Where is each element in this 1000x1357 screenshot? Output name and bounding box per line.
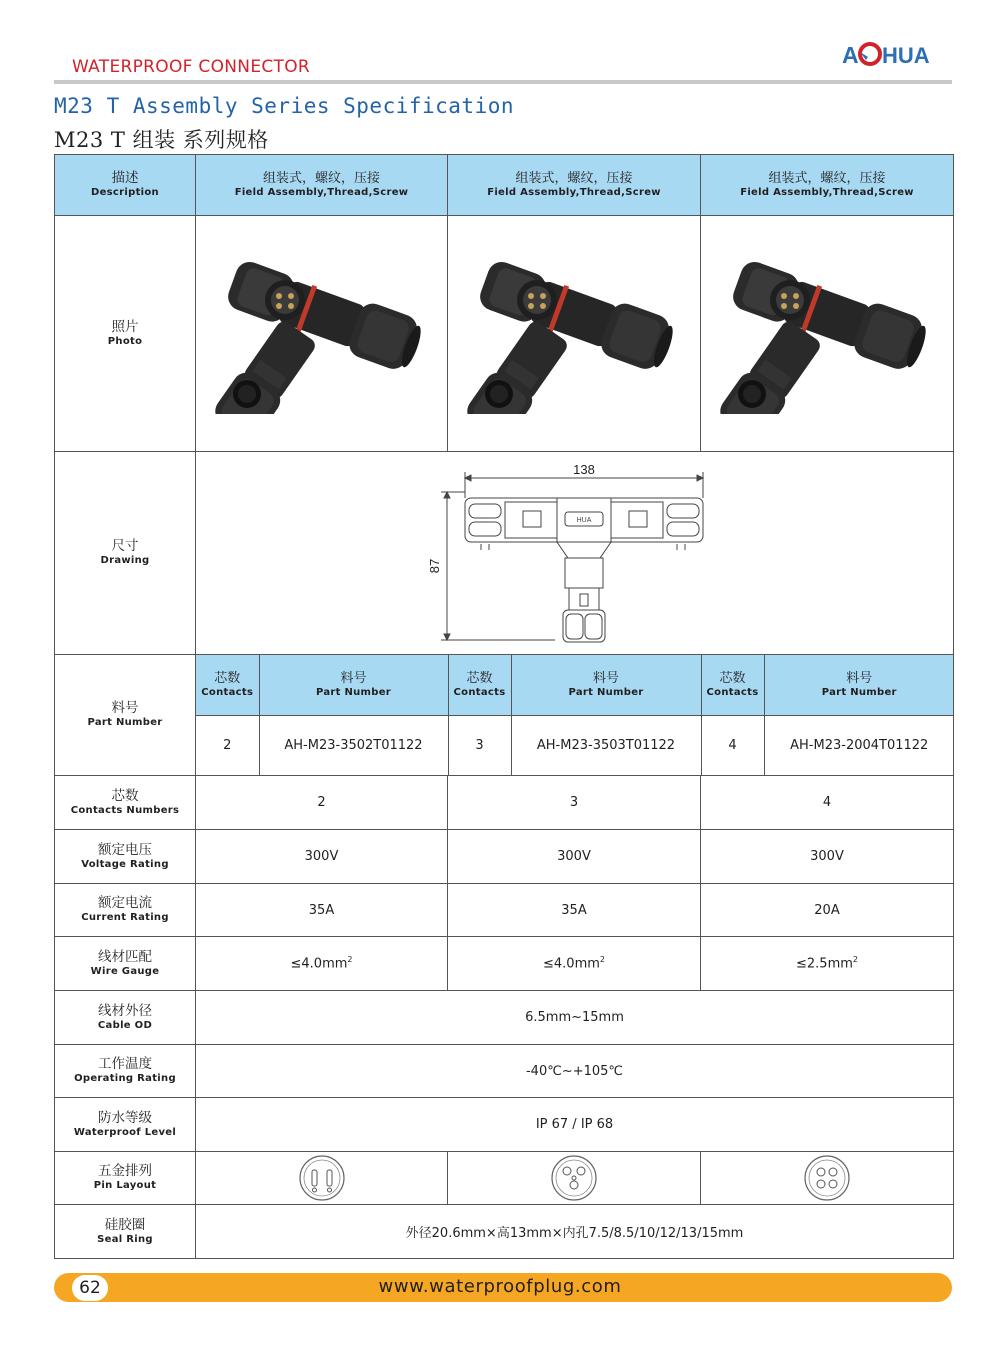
voltage-value: 300V <box>448 830 701 884</box>
connector-photo-2pin <box>207 254 437 414</box>
cable-od-value: 6.5mm~15mm <box>196 991 954 1045</box>
pn-header: 料号 Part Number <box>511 655 701 715</box>
part-number-value: AH-M23-3502T01122 <box>259 715 448 775</box>
svg-text:HUA: HUA <box>576 517 591 524</box>
seal-ring-row <box>55 1205 954 1259</box>
wire-gauge-value: $\le 2.5mm^2$ <box>701 937 954 991</box>
wire-gauge-value: $\le 4.0mm^2$ <box>196 937 448 991</box>
header-rule <box>54 80 952 84</box>
cable-od-label: 线材外径 Cable OD <box>55 991 196 1045</box>
spec-table <box>54 154 954 1259</box>
waterproof-value: IP 67 / IP 68 <box>196 1098 954 1152</box>
seal-ring-value: 外径20.6mm×高13mm×内孔7.5/8.5/10/12/13/15mm <box>196 1205 954 1259</box>
contacts-numbers-value: 4 <box>701 776 954 830</box>
voltage-row <box>55 830 954 884</box>
dimension-drawing <box>425 458 725 648</box>
pin-layout-3-icon <box>550 1154 598 1202</box>
contacts-numbers-value: 2 <box>196 776 448 830</box>
wire-gauge-value: $\le 4.0mm^2$ <box>448 937 701 991</box>
waterproof-row <box>55 1098 954 1152</box>
photo-cell <box>701 216 954 452</box>
page-title-cn: M23 T 组装 系列规格 <box>54 128 269 152</box>
dim-height-label: 87 <box>426 558 442 574</box>
current-label: 额定电流 Current Rating <box>55 884 196 937</box>
contacts-numbers-value: 3 <box>448 776 701 830</box>
operating-label: 工作温度 Operating Rating <box>55 1045 196 1098</box>
current-row <box>55 884 954 937</box>
contacts-header: 芯数 Contacts <box>196 655 259 715</box>
part-number-value: AH-M23-3503T01122 <box>511 715 701 775</box>
photo-cell <box>196 216 448 452</box>
operating-value: -40℃~+105℃ <box>196 1045 954 1098</box>
description-row <box>55 155 954 216</box>
part-number-label: 料号 Part Number <box>55 655 196 776</box>
part-number-value: AH-M23-2004T01122 <box>764 715 954 775</box>
connector-photo-3pin <box>459 254 689 414</box>
description-cell: 组装式，螺纹，压接 Field Assembly,Thread,Screw <box>448 155 701 216</box>
drawing-label: 尺寸 Drawing <box>55 452 196 655</box>
pn-header: 料号 Part Number <box>764 655 954 715</box>
description-cell: 组装式，螺纹，压接 Field Assembly,Thread,Screw <box>196 155 448 216</box>
photo-cell <box>448 216 701 452</box>
contacts-value: 3 <box>448 715 511 775</box>
contacts-value: 4 <box>701 715 764 775</box>
seal-ring-label: 硅胶圈 Seal Ring <box>55 1205 196 1259</box>
svg-text:A: A <box>842 42 859 68</box>
voltage-value: 300V <box>196 830 448 884</box>
current-value: 35A <box>448 884 701 937</box>
cable-od-row <box>55 991 954 1045</box>
contacts-header: 芯数 Contacts <box>448 655 511 715</box>
dim-width-label: 138 <box>572 462 595 477</box>
pin-layout-cell <box>196 1152 448 1205</box>
voltage-value: 300V <box>701 830 954 884</box>
pin-layout-label: 五金排列 Pin Layout <box>55 1152 196 1205</box>
page-number: 62 <box>72 1275 108 1301</box>
voltage-label: 额定电压 Voltage Rating <box>55 830 196 884</box>
operating-row <box>55 1045 954 1098</box>
photo-row <box>55 216 954 452</box>
svg-text:HUA: HUA <box>882 43 930 68</box>
pn-header: 料号 Part Number <box>259 655 448 715</box>
pin-layout-cell <box>701 1152 954 1205</box>
wire-gauge-row <box>55 937 954 991</box>
current-value: 20A <box>701 884 954 937</box>
part-number-row <box>55 655 954 776</box>
description-cell: 组装式，螺纹，压接 Field Assembly,Thread,Screw <box>701 155 954 216</box>
contacts-value: 2 <box>223 737 232 753</box>
website-link[interactable]: www.waterproofplug.com <box>378 1276 622 1297</box>
contacts-header: 芯数 Contacts <box>701 655 764 715</box>
contacts-numbers-row <box>55 776 954 830</box>
pin-layout-row <box>55 1152 954 1205</box>
pin-layout-cell <box>448 1152 701 1205</box>
page-title-en: M23 T Assembly Series Specification <box>54 94 515 118</box>
wire-gauge-label: 线材匹配 Wire Gauge <box>55 937 196 991</box>
description-label: 描述 Description <box>55 155 196 216</box>
pin-layout-2-icon <box>298 1154 346 1202</box>
waterproof-label: 防水等级 Waterproof Level <box>55 1098 196 1152</box>
brand-logo <box>842 38 938 72</box>
current-value: 35A <box>196 884 448 937</box>
part-number-subtable <box>196 655 954 775</box>
category-title: WATERPROOF CONNECTOR <box>72 57 311 77</box>
connector-photo-4pin <box>712 254 942 414</box>
photo-label: 照片 Photo <box>55 216 196 452</box>
contacts-numbers-label: 芯数 Contacts Numbers <box>55 776 196 830</box>
drawing-cell <box>196 452 954 655</box>
drawing-row <box>55 452 954 655</box>
pin-layout-4-icon <box>803 1154 851 1202</box>
